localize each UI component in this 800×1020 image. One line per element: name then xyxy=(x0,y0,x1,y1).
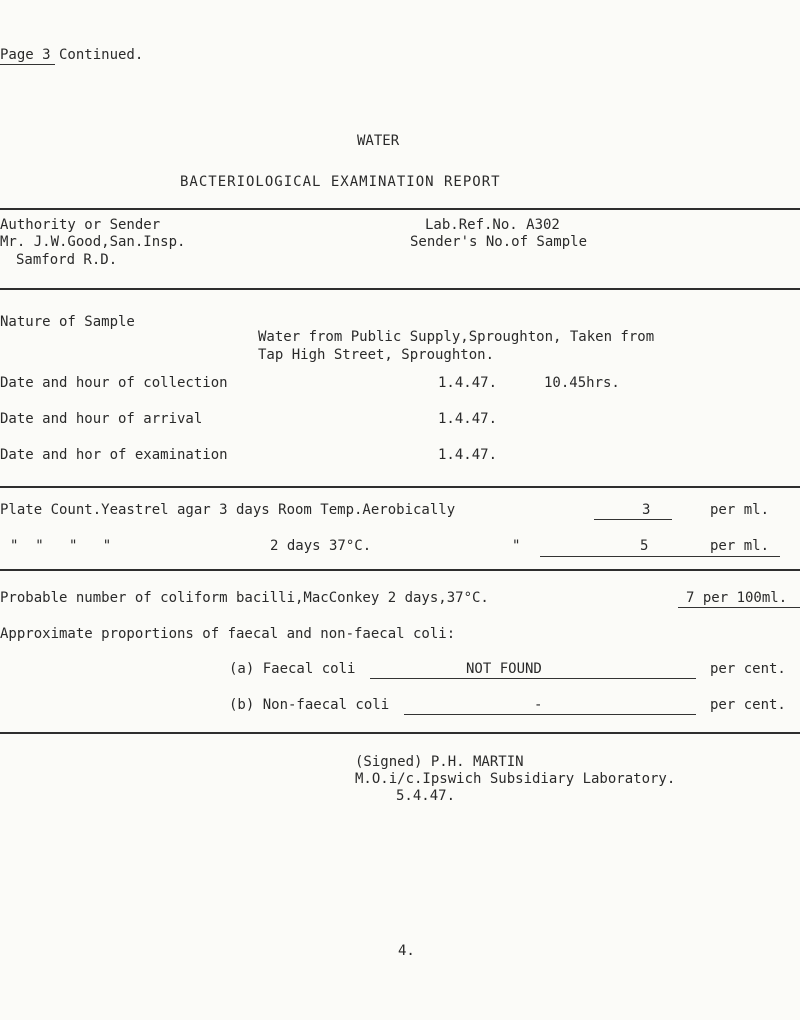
senders-sample-number: Sender's No.of Sample xyxy=(410,234,588,250)
examination-date: 1.4.47. xyxy=(438,447,498,463)
plate-count-line2: 2 days 37°C. xyxy=(270,538,372,554)
collection-time: 10.45hrs. xyxy=(544,375,620,391)
arrival-date: 1.4.47. xyxy=(438,411,498,427)
divider-2 xyxy=(0,288,800,290)
probable-number-value: 7 per 100ml. xyxy=(686,590,788,606)
approx-proportions-label: Approximate proportions of faecal and non-faecal coli: xyxy=(0,626,456,642)
examination-label: Date and hor of examination xyxy=(0,447,228,463)
faecal-coli-underline xyxy=(370,678,696,679)
faecal-coli-unit: per cent. xyxy=(710,661,786,677)
faecal-coli-value: NOT FOUND xyxy=(466,661,542,677)
signature-title: M.O.i/c.Ipswich Subsidiary Laboratory. xyxy=(355,771,676,787)
plate-count-line1-value: 3 xyxy=(642,502,651,518)
collection-label: Date and hour of collection xyxy=(0,375,228,391)
arrival-label: Date and hour of arrival xyxy=(0,411,203,427)
plate-count-line2-value: 5 xyxy=(640,538,649,554)
authority-label: Authority or Sender xyxy=(0,217,161,233)
report-title: BACTERIOLOGICAL EXAMINATION REPORT xyxy=(180,174,501,190)
report-title-water: WATER xyxy=(357,133,400,149)
lab-ref-number: Lab.Ref.No. A302 xyxy=(425,217,560,233)
plate-count-line1: Plate Count.Yeastrel agar 3 days Room Temp.Aerobically xyxy=(0,502,456,518)
page-number: 4. xyxy=(398,943,415,959)
plate-count-line2-underline xyxy=(540,556,780,557)
probable-number-underline xyxy=(678,607,800,608)
plate-count-line2-ditto: " " " " xyxy=(10,538,112,554)
divider-3 xyxy=(0,486,800,488)
non-faecal-coli-unit: per cent. xyxy=(710,697,786,713)
faecal-coli-label: (a) Faecal coli xyxy=(229,661,356,677)
plate-count-line2-ditto2: " xyxy=(512,538,521,554)
probable-number-label: Probable number of coliform bacilli,MacConkey 2 days,37°C. xyxy=(0,590,489,606)
plate-count-line1-underline xyxy=(594,519,672,520)
collection-date: 1.4.47. xyxy=(438,375,498,391)
nature-of-sample-label: Nature of Sample xyxy=(0,314,135,330)
divider-4 xyxy=(0,569,800,571)
divider-5 xyxy=(0,732,800,734)
non-faecal-coli-value: - xyxy=(534,697,543,713)
nature-of-sample-line1: Water from Public Supply,Sproughton, Taken from xyxy=(258,329,655,345)
signature-date: 5.4.47. xyxy=(396,788,456,804)
plate-count-line2-unit: per ml. xyxy=(710,538,770,554)
signature-line: (Signed) P.H. MARTIN xyxy=(355,754,524,770)
sender-name: Mr. J.W.Good,San.Insp. xyxy=(0,234,186,250)
sender-district: Samford R.D. xyxy=(16,252,118,268)
non-faecal-coli-underline xyxy=(404,714,696,715)
non-faecal-coli-label: (b) Non-faecal coli xyxy=(229,697,390,713)
divider-1 xyxy=(0,208,800,210)
nature-of-sample-line2: Tap High Street, Sproughton. xyxy=(258,347,495,363)
page-continued-label: Page 3 Continued. xyxy=(0,47,144,63)
plate-count-line1-unit: per ml. xyxy=(710,502,770,518)
page-continued-underline xyxy=(0,64,55,65)
